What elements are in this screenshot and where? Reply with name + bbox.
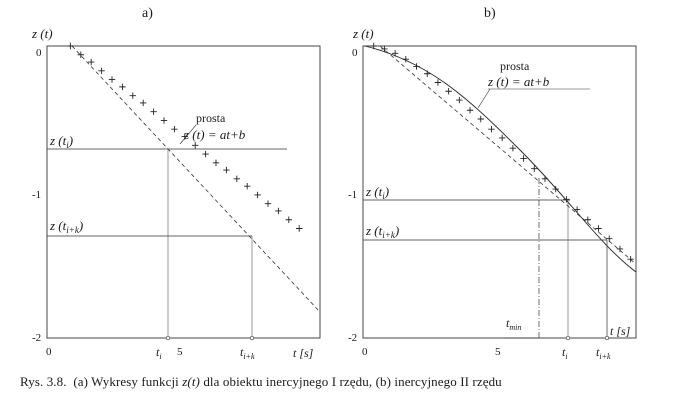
panel-b-ztik-label: z $(t_{i+k})$ xyxy=(366,223,400,240)
panel-a-point-3 xyxy=(98,68,104,74)
panel-b-ti-marker xyxy=(566,336,570,340)
panel-a-point-9 xyxy=(161,117,167,123)
panel-a-zti-label: z $(t_i)$ xyxy=(50,133,74,150)
panel-a-y-tick-2: -2 xyxy=(32,332,42,344)
panel-b-tik-marker xyxy=(605,336,609,340)
panel-b-point-18 xyxy=(563,196,569,202)
panel-a-point-19 xyxy=(265,200,271,206)
panel-b-point-23 xyxy=(617,246,623,252)
panel-b-tik-label: $t_{i+k}$ xyxy=(596,345,611,361)
panel-b-x-tick-0: 0 xyxy=(362,346,368,358)
panel-b-y-tick-2: -2 xyxy=(348,332,358,344)
panel-a-ztik-label: z $(t_{i+k})$ xyxy=(50,218,84,235)
panel-b-tmin-label: $t_{min}$ xyxy=(506,316,522,332)
panel-a xyxy=(31,6,320,361)
panel-a-point-21 xyxy=(286,217,292,223)
panel-a-label: a) xyxy=(142,6,153,21)
panel-a-point-5 xyxy=(119,84,125,90)
panel-b-frame xyxy=(363,46,636,338)
panel-b-point-2 xyxy=(392,50,398,56)
panel-a-x-tick-0: 0 xyxy=(46,346,52,358)
panel-b-y-tick-0: 0 xyxy=(352,47,358,59)
panel-b-y-tick-1: -1 xyxy=(348,189,358,201)
panel-a-x-axis-unit: t [s] xyxy=(293,346,314,360)
panel-a-y-axis-label: z (t) xyxy=(32,26,53,41)
panel-b-annotation-leader xyxy=(478,89,490,108)
panel-a-y-tick-0: 0 xyxy=(36,47,42,59)
panel-a-tik-marker xyxy=(250,336,254,340)
panel-b-point-5 xyxy=(424,71,430,77)
caption-zt: z(t) xyxy=(182,374,200,389)
panel-b-point-8 xyxy=(456,97,462,103)
panel-a-point-10 xyxy=(171,126,177,132)
panel-b-line-label-2: z (t) = at+b xyxy=(488,74,550,89)
panel-a-line-label-2: z (t) = at+b xyxy=(184,127,246,142)
caption-text-b: dla obiektu inercyjnego I rzędu, (b) inercyjnego II rzędu xyxy=(199,374,502,389)
panel-a-point-20 xyxy=(275,208,281,214)
panel-b-line-label-1: prosta xyxy=(500,59,530,73)
panel-a-point-16 xyxy=(234,176,240,182)
panel-a-frame xyxy=(47,46,320,338)
panel-b-point-15 xyxy=(531,165,537,171)
panel-a-point-6 xyxy=(130,92,136,98)
panel-b-label: b) xyxy=(484,6,496,21)
panel-a-tik-label: $t_{i+k}$ xyxy=(240,345,255,361)
panel-b-point-0 xyxy=(371,43,377,49)
panel-b-x-tick-5: 5 xyxy=(495,346,501,358)
panel-b-point-12 xyxy=(499,135,505,141)
panel-a-point-8 xyxy=(150,109,156,115)
panel-b-zti-label: z $(t_i)$ xyxy=(366,184,390,201)
panel-b-ti-label: $t_i$ xyxy=(562,345,568,361)
panel-b-point-7 xyxy=(445,88,451,94)
caption-number: Rys. 3.8. xyxy=(20,374,67,389)
panel-b-point-6 xyxy=(435,79,441,85)
panel-a-point-4 xyxy=(109,76,115,82)
panel-a-ti-label: $t_i$ xyxy=(156,345,162,361)
panel-b-point-13 xyxy=(510,145,516,151)
panel-a-ti-marker xyxy=(166,336,170,340)
panel-a-point-22 xyxy=(296,225,302,231)
panel-b-point-10 xyxy=(478,116,484,122)
panel-a-point-7 xyxy=(140,100,146,106)
panel-b-point-21 xyxy=(595,225,601,231)
panel-a-x-tick-5: 5 xyxy=(177,346,183,358)
panel-b-x-axis-unit: t [s] xyxy=(610,324,631,338)
panel-a-point-0 xyxy=(67,43,73,49)
panel-a-point-18 xyxy=(254,192,260,198)
panel-a-point-17 xyxy=(244,183,250,189)
panel-a-point-13 xyxy=(202,151,208,157)
panel-a-point-15 xyxy=(223,167,229,173)
panel-a-point-12 xyxy=(192,142,198,148)
panel-b-point-16 xyxy=(542,176,548,182)
panel-b xyxy=(348,6,636,361)
panel-a-line-label-1: prosta xyxy=(196,111,226,125)
panel-b-point-9 xyxy=(467,107,473,113)
panel-b-y-axis-label: z (t) xyxy=(353,26,374,41)
caption-text-a: (a) Wykresy funkcji xyxy=(73,374,183,389)
panel-a-y-tick-1: -1 xyxy=(32,189,42,201)
panel-a-fit-line xyxy=(72,46,320,312)
figure-caption xyxy=(20,374,680,390)
panel-b-point-11 xyxy=(488,126,494,132)
panel-a-point-14 xyxy=(213,160,219,166)
